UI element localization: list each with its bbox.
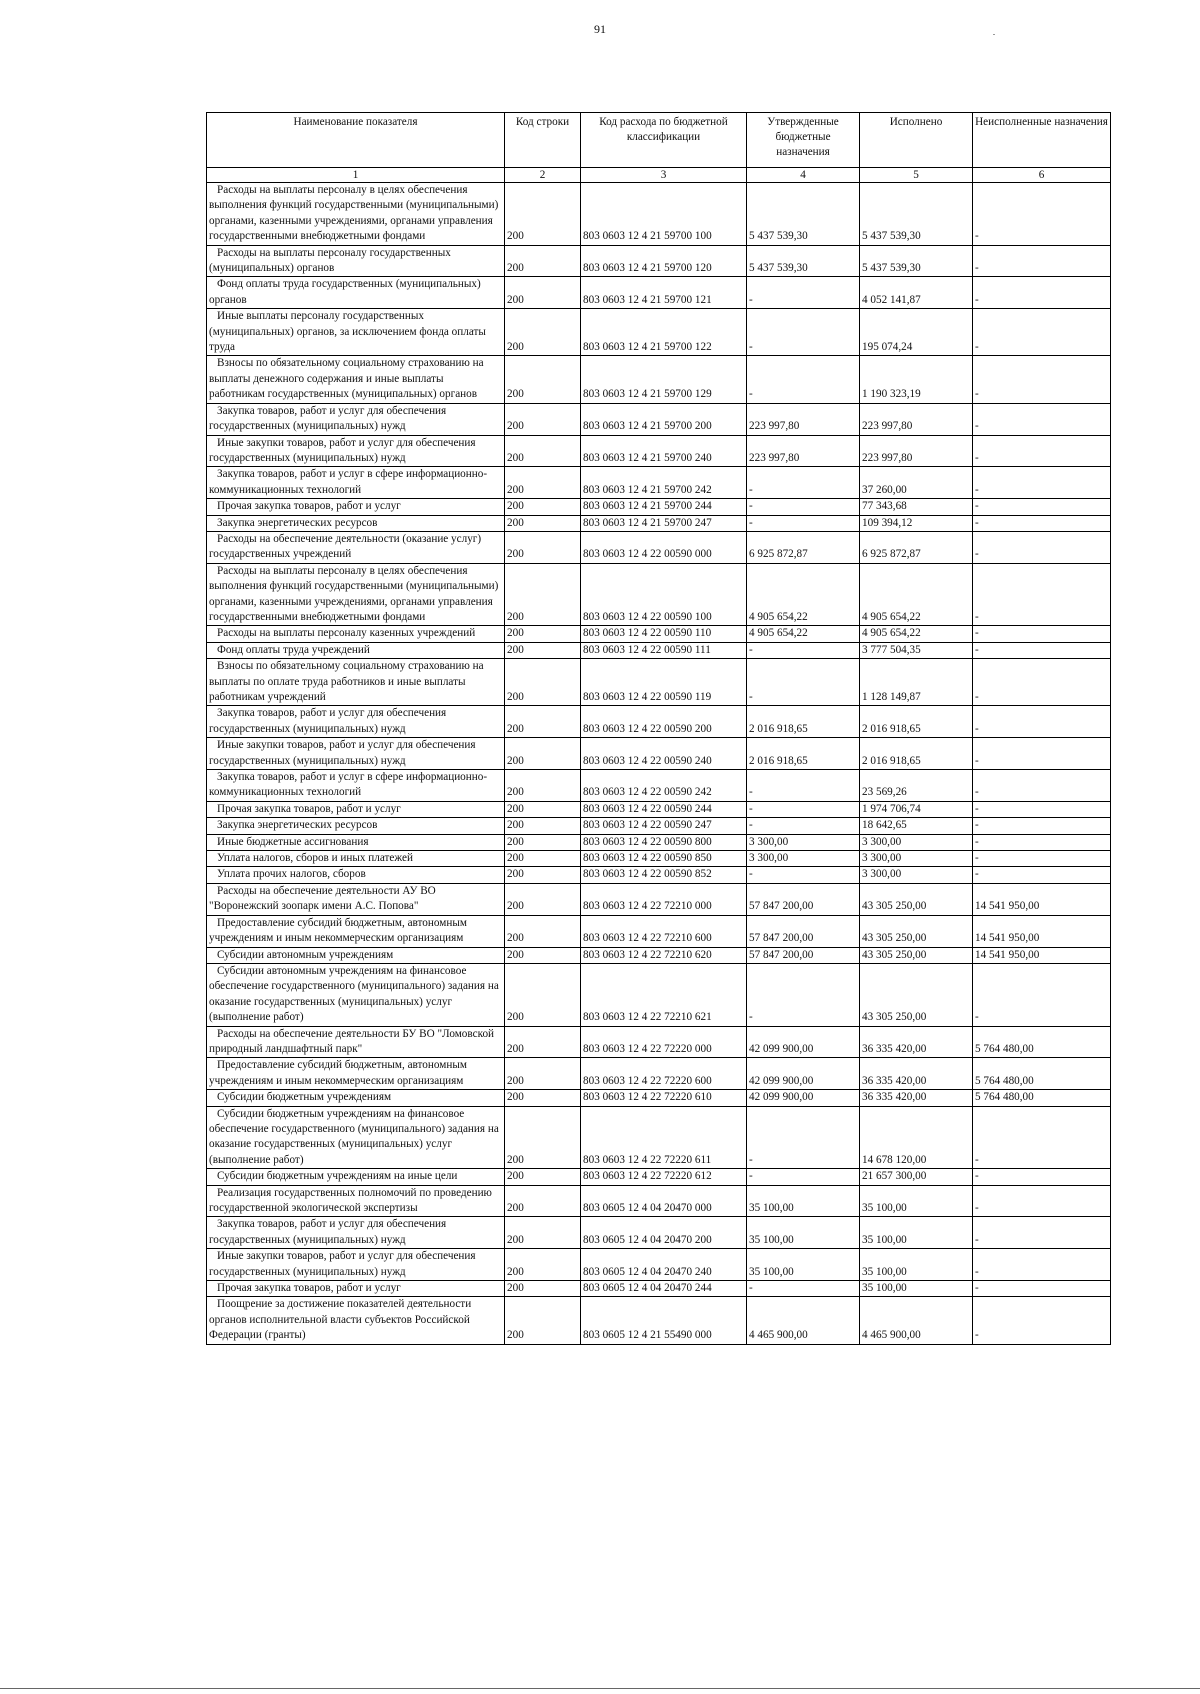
row-executed: 43 305 250,00: [860, 947, 973, 963]
row-name: Предоставление субсидий бюджетным, автономным учреждениям и иным некоммерческим организациям: [207, 915, 505, 947]
row-name: Расходы на обеспечение деятельности (оказание услуг) государственных учреждений: [207, 531, 505, 563]
row-executed: 109 394,12: [860, 515, 973, 531]
row-unexecuted: -: [973, 245, 1111, 277]
row-executed: 5 437 539,30: [860, 183, 973, 246]
row-approved: 223 997,80: [747, 435, 860, 467]
row-executed: 3 300,00: [860, 867, 973, 883]
row-approved: 35 100,00: [747, 1249, 860, 1281]
row-executed: 4 465 900,00: [860, 1297, 973, 1344]
table-row: [207, 1297, 1111, 1344]
row-unexecuted: -: [973, 770, 1111, 802]
row-line-code: 200: [505, 563, 581, 626]
row-unexecuted: -: [973, 435, 1111, 467]
row-budget-code: 803 0603 12 4 22 00590 119: [581, 659, 747, 706]
row-budget-code: 803 0603 12 4 22 00590 000: [581, 531, 747, 563]
row-executed: 43 305 250,00: [860, 915, 973, 947]
header-executed: Исполнено: [860, 113, 973, 168]
row-approved: 57 847 200,00: [747, 947, 860, 963]
column-number: 5: [860, 168, 973, 183]
row-name: Взносы по обязательному социальному страхованию на выплаты по оплате труда работников и иные выплаты работникам учреждений: [207, 659, 505, 706]
table-row: [207, 659, 1111, 706]
row-line-code: 200: [505, 626, 581, 642]
row-unexecuted: -: [973, 531, 1111, 563]
row-unexecuted: -: [973, 1106, 1111, 1169]
row-approved: -: [747, 277, 860, 309]
row-name: Закупка энергетических ресурсов: [207, 515, 505, 531]
row-approved: 57 847 200,00: [747, 915, 860, 947]
row-executed: 35 100,00: [860, 1249, 973, 1281]
row-budget-code: 803 0603 12 4 22 72220 610: [581, 1090, 747, 1106]
row-approved: 42 099 900,00: [747, 1026, 860, 1058]
row-executed: 36 335 420,00: [860, 1090, 973, 1106]
row-name: Реализация государственных полномочий по проведению государственной экологической экспертизы: [207, 1185, 505, 1217]
row-unexecuted: -: [973, 642, 1111, 658]
row-budget-code: 803 0603 12 4 22 72220 611: [581, 1106, 747, 1169]
row-executed: 1 190 323,19: [860, 356, 973, 403]
row-line-code: 200: [505, 1058, 581, 1090]
row-unexecuted: -: [973, 1217, 1111, 1249]
row-unexecuted: 5 764 480,00: [973, 1090, 1111, 1106]
row-unexecuted: -: [973, 818, 1111, 834]
row-name: Закупка товаров, работ и услуг в сфере информационно-коммуникационных технологий: [207, 467, 505, 499]
row-approved: 3 300,00: [747, 834, 860, 850]
row-name: Прочая закупка товаров, работ и услуг: [207, 1281, 505, 1297]
row-name: Закупка товаров, работ и услуг для обеспечения государственных (муниципальных) нужд: [207, 403, 505, 435]
row-name: Иные выплаты персоналу государственных (муниципальных) органов, за исключением фонда оплаты труда: [207, 309, 505, 356]
row-unexecuted: -: [973, 1185, 1111, 1217]
row-name: Взносы по обязательному социальному страхованию на выплаты денежного содержания и иные выплаты работникам государственных (муниципальных) органов: [207, 356, 505, 403]
row-executed: 14 678 120,00: [860, 1106, 973, 1169]
row-unexecuted: 5 764 480,00: [973, 1026, 1111, 1058]
column-number: 2: [505, 168, 581, 183]
row-budget-code: 803 0603 12 4 22 00590 240: [581, 738, 747, 770]
row-executed: 77 343,68: [860, 499, 973, 515]
column-number: 4: [747, 168, 860, 183]
row-line-code: 200: [505, 499, 581, 515]
row-name: Закупка энергетических ресурсов: [207, 818, 505, 834]
row-approved: -: [747, 499, 860, 515]
row-budget-code: 803 0603 12 4 21 59700 240: [581, 435, 747, 467]
table-row: [207, 947, 1111, 963]
row-line-code: 200: [505, 851, 581, 867]
row-approved: 2 016 918,65: [747, 706, 860, 738]
bottom-scan-line: [0, 1688, 1200, 1689]
table-row: [207, 1090, 1111, 1106]
row-executed: 43 305 250,00: [860, 963, 973, 1026]
table-row: [207, 1026, 1111, 1058]
header-indicator-name: Наименование показателя: [207, 113, 505, 168]
row-budget-code: 803 0605 12 4 04 20470 244: [581, 1281, 747, 1297]
row-approved: -: [747, 659, 860, 706]
page-number: 91: [594, 22, 606, 36]
row-line-code: 200: [505, 435, 581, 467]
row-unexecuted: -: [973, 706, 1111, 738]
row-name: Субсидии бюджетным учреждениям: [207, 1090, 505, 1106]
row-name: Иные закупки товаров, работ и услуг для обеспечения государственных (муниципальных) нужд: [207, 1249, 505, 1281]
row-approved: 2 016 918,65: [747, 738, 860, 770]
table-row: [207, 1185, 1111, 1217]
table-row: [207, 1058, 1111, 1090]
row-executed: 2 016 918,65: [860, 706, 973, 738]
row-approved: -: [747, 1106, 860, 1169]
row-executed: 223 997,80: [860, 403, 973, 435]
row-budget-code: 803 0603 12 4 22 00590 200: [581, 706, 747, 738]
row-line-code: 200: [505, 1249, 581, 1281]
row-unexecuted: -: [973, 1169, 1111, 1185]
row-line-code: 200: [505, 309, 581, 356]
row-line-code: 200: [505, 867, 581, 883]
row-line-code: 200: [505, 706, 581, 738]
row-line-code: 200: [505, 642, 581, 658]
row-budget-code: 803 0603 12 4 22 00590 850: [581, 851, 747, 867]
row-approved: 6 925 872,87: [747, 531, 860, 563]
row-budget-code: 803 0605 12 4 04 20470 240: [581, 1249, 747, 1281]
row-line-code: 200: [505, 1106, 581, 1169]
row-executed: 6 925 872,87: [860, 531, 973, 563]
row-name: Закупка товаров, работ и услуг в сфере информационно-коммуникационных технологий: [207, 770, 505, 802]
row-name: Уплата прочих налогов, сборов: [207, 867, 505, 883]
table-row: [207, 738, 1111, 770]
row-unexecuted: -: [973, 1297, 1111, 1344]
row-budget-code: 803 0605 12 4 04 20470 000: [581, 1185, 747, 1217]
row-unexecuted: -: [973, 834, 1111, 850]
row-executed: 36 335 420,00: [860, 1026, 973, 1058]
row-budget-code: 803 0603 12 4 21 59700 121: [581, 277, 747, 309]
table-row: [207, 706, 1111, 738]
row-name: Уплата налогов, сборов и иных платежей: [207, 851, 505, 867]
row-budget-code: 803 0605 12 4 21 55490 000: [581, 1297, 747, 1344]
table-row: [207, 277, 1111, 309]
row-line-code: 200: [505, 659, 581, 706]
table-row: [207, 883, 1111, 915]
row-budget-code: 803 0603 12 4 21 59700 244: [581, 499, 747, 515]
row-approved: 35 100,00: [747, 1217, 860, 1249]
row-line-code: 200: [505, 531, 581, 563]
row-budget-code: 803 0603 12 4 22 00590 244: [581, 801, 747, 817]
row-unexecuted: 5 764 480,00: [973, 1058, 1111, 1090]
row-executed: 4 905 654,22: [860, 563, 973, 626]
row-line-code: 200: [505, 403, 581, 435]
row-unexecuted: -: [973, 467, 1111, 499]
table-row: [207, 1169, 1111, 1185]
row-budget-code: 803 0603 12 4 22 00590 800: [581, 834, 747, 850]
row-name: Расходы на выплаты персоналу в целях обеспечения выполнения функций государственными (муниципальными) органами, казенными учреждениями, органами управления государственными внебюджетными фондами: [207, 563, 505, 626]
row-approved: -: [747, 467, 860, 499]
row-line-code: 200: [505, 801, 581, 817]
row-line-code: 200: [505, 883, 581, 915]
row-unexecuted: -: [973, 183, 1111, 246]
table-row: [207, 1217, 1111, 1249]
row-approved: -: [747, 867, 860, 883]
column-number: 1: [207, 168, 505, 183]
row-approved: -: [747, 1281, 860, 1297]
row-executed: 4 905 654,22: [860, 626, 973, 642]
row-approved: -: [747, 963, 860, 1026]
row-name: Закупка товаров, работ и услуг для обеспечения государственных (муниципальных) нужд: [207, 1217, 505, 1249]
table-row: [207, 403, 1111, 435]
row-name: Расходы на выплаты персоналу казенных учреждений: [207, 626, 505, 642]
row-executed: 18 642,65: [860, 818, 973, 834]
table-row: [207, 770, 1111, 802]
row-unexecuted: -: [973, 801, 1111, 817]
row-budget-code: 803 0603 12 4 21 59700 242: [581, 467, 747, 499]
row-name: Расходы на обеспечение деятельности АУ ВО "Воронежский зоопарк имени А.С. Попова": [207, 883, 505, 915]
row-approved: -: [747, 801, 860, 817]
row-approved: 5 437 539,30: [747, 245, 860, 277]
row-line-code: 200: [505, 356, 581, 403]
row-unexecuted: 14 541 950,00: [973, 947, 1111, 963]
row-budget-code: 803 0603 12 4 21 59700 200: [581, 403, 747, 435]
row-line-code: 200: [505, 467, 581, 499]
row-budget-code: 803 0603 12 4 22 72210 600: [581, 915, 747, 947]
table-row: [207, 515, 1111, 531]
table-row: [207, 1106, 1111, 1169]
row-budget-code: 803 0603 12 4 21 59700 247: [581, 515, 747, 531]
row-line-code: 200: [505, 834, 581, 850]
row-name: Поощрение за достижение показателей деятельности органов исполнительной власти субъектов Российской Федерации (гранты): [207, 1297, 505, 1344]
row-executed: 1 974 706,74: [860, 801, 973, 817]
table-row: [207, 183, 1111, 246]
row-name: Расходы на обеспечение деятельности БУ ВО "Ломовской природный ландшафтный парк": [207, 1026, 505, 1058]
row-name: Закупка товаров, работ и услуг для обеспечения государственных (муниципальных) нужд: [207, 706, 505, 738]
row-approved: -: [747, 642, 860, 658]
column-number: 6: [973, 168, 1111, 183]
row-executed: 195 074,24: [860, 309, 973, 356]
row-unexecuted: -: [973, 563, 1111, 626]
row-name: Фонд оплаты труда государственных (муниципальных) органов: [207, 277, 505, 309]
row-name: Прочая закупка товаров, работ и услуг: [207, 499, 505, 515]
row-name: Предоставление субсидий бюджетным, автономным учреждениям и иным некоммерческим организациям: [207, 1058, 505, 1090]
row-executed: 23 569,26: [860, 770, 973, 802]
row-executed: 3 777 504,35: [860, 642, 973, 658]
row-approved: 4 905 654,22: [747, 626, 860, 642]
row-line-code: 200: [505, 277, 581, 309]
row-name: Субсидии бюджетным учреждениям на финансовое обеспечение государственного (муниципального) задания на оказание государственных (муниципальных) услуг (выполнение работ): [207, 1106, 505, 1169]
row-budget-code: 803 0603 12 4 22 00590 111: [581, 642, 747, 658]
row-unexecuted: -: [973, 626, 1111, 642]
row-budget-code: 803 0603 12 4 22 72210 620: [581, 947, 747, 963]
row-approved: 35 100,00: [747, 1185, 860, 1217]
row-budget-code: 803 0603 12 4 22 72210 000: [581, 883, 747, 915]
table-row: [207, 499, 1111, 515]
table-row: [207, 1249, 1111, 1281]
table-row: [207, 467, 1111, 499]
table-row: [207, 245, 1111, 277]
table-row: [207, 563, 1111, 626]
row-approved: -: [747, 770, 860, 802]
row-name: Субсидии автономным учреждениям: [207, 947, 505, 963]
row-executed: 43 305 250,00: [860, 883, 973, 915]
row-unexecuted: -: [973, 515, 1111, 531]
row-executed: 3 300,00: [860, 834, 973, 850]
header-row: [207, 113, 1111, 168]
row-budget-code: 803 0603 12 4 21 59700 120: [581, 245, 747, 277]
row-name: Иные закупки товаров, работ и услуг для обеспечения государственных (муниципальных) нужд: [207, 738, 505, 770]
row-executed: 5 437 539,30: [860, 245, 973, 277]
row-unexecuted: -: [973, 659, 1111, 706]
row-budget-code: 803 0603 12 4 21 59700 129: [581, 356, 747, 403]
table-row: [207, 642, 1111, 658]
column-number-row: [207, 168, 1111, 183]
row-line-code: 200: [505, 770, 581, 802]
row-budget-code: 803 0603 12 4 22 72220 600: [581, 1058, 747, 1090]
row-budget-code: 803 0603 12 4 22 00590 242: [581, 770, 747, 802]
row-line-code: 200: [505, 515, 581, 531]
row-unexecuted: -: [973, 851, 1111, 867]
row-approved: 4 465 900,00: [747, 1297, 860, 1344]
table-row: [207, 531, 1111, 563]
row-unexecuted: -: [973, 738, 1111, 770]
row-budget-code: 803 0603 12 4 22 72210 621: [581, 963, 747, 1026]
row-approved: 42 099 900,00: [747, 1090, 860, 1106]
row-unexecuted: -: [973, 499, 1111, 515]
row-approved: -: [747, 356, 860, 403]
row-executed: 2 016 918,65: [860, 738, 973, 770]
table-row: [207, 818, 1111, 834]
row-line-code: 200: [505, 183, 581, 246]
table-row: [207, 834, 1111, 850]
row-budget-code: 803 0603 12 4 21 59700 122: [581, 309, 747, 356]
column-number: 3: [581, 168, 747, 183]
row-name: Иные бюджетные ассигнования: [207, 834, 505, 850]
row-unexecuted: 14 541 950,00: [973, 883, 1111, 915]
row-approved: 3 300,00: [747, 851, 860, 867]
row-line-code: 200: [505, 1281, 581, 1297]
row-budget-code: 803 0603 12 4 22 00590 110: [581, 626, 747, 642]
header-approved: Утвержденные бюджетные назначения: [747, 113, 860, 168]
header-line-code: Код строки: [505, 113, 581, 168]
row-line-code: 200: [505, 818, 581, 834]
table-row: [207, 626, 1111, 642]
table-row: [207, 435, 1111, 467]
row-line-code: 200: [505, 1090, 581, 1106]
row-approved: 4 905 654,22: [747, 563, 860, 626]
row-executed: 35 100,00: [860, 1281, 973, 1297]
row-unexecuted: -: [973, 1281, 1111, 1297]
row-line-code: 200: [505, 1297, 581, 1344]
row-unexecuted: -: [973, 867, 1111, 883]
row-line-code: 200: [505, 1026, 581, 1058]
row-executed: 37 260,00: [860, 467, 973, 499]
table-row: [207, 915, 1111, 947]
row-budget-code: 803 0603 12 4 22 00590 247: [581, 818, 747, 834]
row-name: Иные закупки товаров, работ и услуг для обеспечения государственных (муниципальных) нужд: [207, 435, 505, 467]
row-budget-code: 803 0603 12 4 22 72220 000: [581, 1026, 747, 1058]
table-row: [207, 851, 1111, 867]
row-name: Фонд оплаты труда учреждений: [207, 642, 505, 658]
row-executed: 21 657 300,00: [860, 1169, 973, 1185]
row-approved: 223 997,80: [747, 403, 860, 435]
row-line-code: 200: [505, 1217, 581, 1249]
row-executed: 223 997,80: [860, 435, 973, 467]
row-line-code: 200: [505, 738, 581, 770]
row-executed: 4 052 141,87: [860, 277, 973, 309]
row-line-code: 200: [505, 1185, 581, 1217]
row-line-code: 200: [505, 915, 581, 947]
row-unexecuted: -: [973, 277, 1111, 309]
header-unexecuted: Неисполненные назначения: [973, 113, 1111, 168]
row-executed: 35 100,00: [860, 1217, 973, 1249]
row-approved: 5 437 539,30: [747, 183, 860, 246]
table-row: [207, 1281, 1111, 1297]
row-name: Расходы на выплаты персоналу в целях обеспечения выполнения функций государственными (муниципальными) органами, казенными учреждениями, органами управления государственными внебюджетными фондами: [207, 183, 505, 246]
row-name: Субсидии бюджетным учреждениям на иные цели: [207, 1169, 505, 1185]
row-name: Расходы на выплаты персоналу государственных (муниципальных) органов: [207, 245, 505, 277]
row-executed: 3 300,00: [860, 851, 973, 867]
row-line-code: 200: [505, 245, 581, 277]
row-unexecuted: -: [973, 1249, 1111, 1281]
row-budget-code: 803 0603 12 4 21 59700 100: [581, 183, 747, 246]
table-row: [207, 801, 1111, 817]
row-name: Прочая закупка товаров, работ и услуг: [207, 801, 505, 817]
row-unexecuted: -: [973, 403, 1111, 435]
row-approved: -: [747, 1169, 860, 1185]
row-budget-code: 803 0603 12 4 22 00590 852: [581, 867, 747, 883]
row-line-code: 200: [505, 947, 581, 963]
table-row: [207, 309, 1111, 356]
row-unexecuted: -: [973, 309, 1111, 356]
header-budget-code: Код расхода по бюджетной классификации: [581, 113, 747, 168]
table-row: [207, 963, 1111, 1026]
row-approved: -: [747, 309, 860, 356]
row-approved: -: [747, 818, 860, 834]
budget-execution-table: [206, 112, 1111, 1345]
table-row: [207, 356, 1111, 403]
row-unexecuted: 14 541 950,00: [973, 915, 1111, 947]
table-row: [207, 867, 1111, 883]
row-budget-code: 803 0605 12 4 04 20470 200: [581, 1217, 747, 1249]
row-approved: 57 847 200,00: [747, 883, 860, 915]
row-executed: 36 335 420,00: [860, 1058, 973, 1090]
row-approved: 42 099 900,00: [747, 1058, 860, 1090]
row-line-code: 200: [505, 1169, 581, 1185]
row-executed: 1 128 149,87: [860, 659, 973, 706]
scan-mark: [993, 34, 995, 35]
row-approved: -: [747, 515, 860, 531]
row-unexecuted: -: [973, 963, 1111, 1026]
row-unexecuted: -: [973, 356, 1111, 403]
row-budget-code: 803 0603 12 4 22 72220 612: [581, 1169, 747, 1185]
row-name: Субсидии автономным учреждениям на финансовое обеспечение государственного (муниципального) задания на оказание государственных (муниципальных) услуг (выполнение работ): [207, 963, 505, 1026]
row-executed: 35 100,00: [860, 1185, 973, 1217]
row-budget-code: 803 0603 12 4 22 00590 100: [581, 563, 747, 626]
row-line-code: 200: [505, 963, 581, 1026]
